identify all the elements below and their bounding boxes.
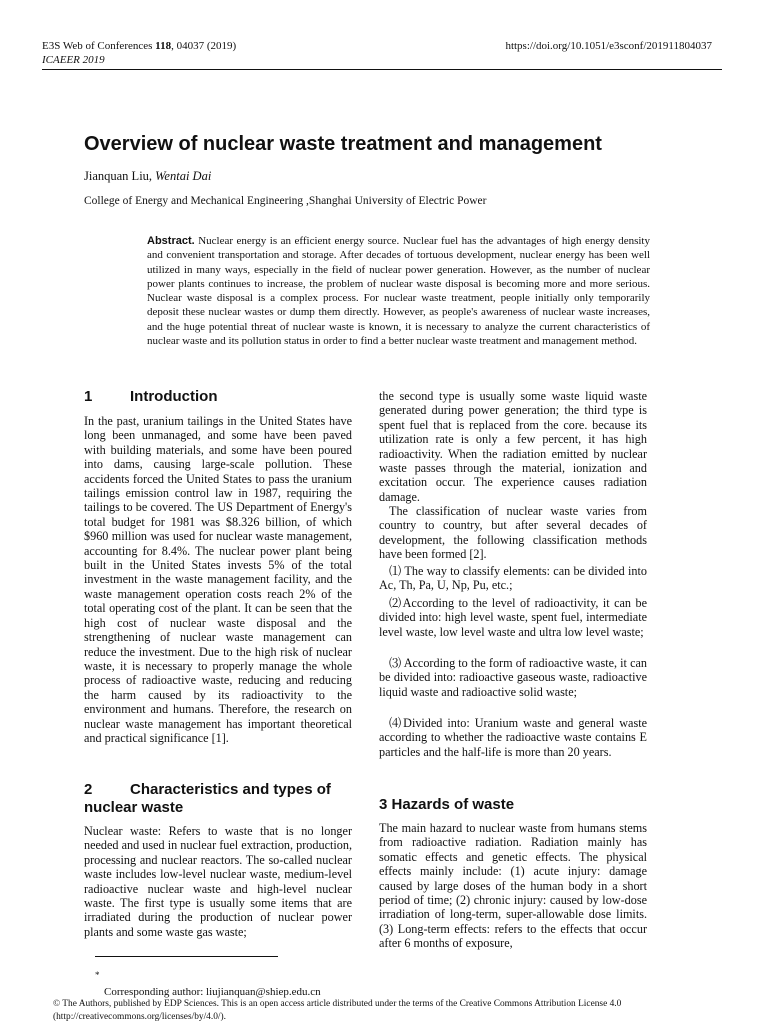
author-first: Jianquan Liu, bbox=[84, 169, 156, 183]
affiliation: College of Energy and Mechanical Engineering ,Shanghai University of Electric Power bbox=[84, 195, 487, 207]
section-1-title: Introduction bbox=[130, 388, 218, 405]
classification-item-2: ⑵According to the level of radioactivity, it can be divided into: high level waste, spent fuel, intermediate level waste, low level waste and ultra low level waste; bbox=[379, 596, 647, 639]
section-3-paragraph: The main hazard to nuclear waste from humans stems from radioactive radiation. Radiation mainly has somatic effects and genetic effects. The physical effects mainly include: (1) acute injury: damage caused by large doses of the human body in a short period of time; (2) chronic injury: caused by low-dose irradiation of long-term, super-allowable dose limits. (3) Long-term effects: refers to the effects that occur after 6 months of exposure, bbox=[379, 821, 647, 951]
journal-volume: 118 bbox=[155, 40, 172, 52]
section-2-continued: the second type is usually some waste liquid waste generated during power generation; the third type is spent fuel that is replaced from the core. because its utilization rate is only a few percent, it has high radioactivity. When the radiation emitted by nuclear waste passes through the material, ionization and excitation occur. The experience causes radiation damage. bbox=[379, 389, 647, 504]
journal-name: E3S Web of Conferences bbox=[42, 40, 156, 52]
abstract-text: Nuclear energy is an efficient energy source. Nuclear fuel has the advantages of high energy density and convenient transportation and storage. After decades of tortuous development, nuclear energy has been well utilized in many ways, especially in the field of nuclear power generation. However, as the number of nuclear power plants continues to increase, the problem of nuclear waste disposal is becoming more and more serious. Nuclear waste disposal is a complex process. For nuclear waste treatment, people initially only temporarily deposit these nuclear wastes or dump them directly. However, as people's awareness of nuclear waste increases, and the huge potential threat of nuclear waste is known, it is necessary to analyze the current characteristics of nuclear waste and its pollution status in order to find a better nuclear waste treatment and management method. bbox=[147, 235, 650, 348]
conference-name: ICAEER 2019 bbox=[42, 54, 105, 66]
section-3-heading: 3 Hazards of waste bbox=[379, 796, 515, 813]
author-second: Wentai Dai bbox=[155, 169, 212, 183]
footnote-divider bbox=[95, 956, 278, 957]
section-2-title: Characteristics and types of nuclear waste bbox=[84, 781, 331, 816]
running-header-citation bbox=[42, 39, 236, 67]
section-2-heading bbox=[84, 781, 352, 817]
author-list bbox=[84, 168, 211, 184]
paper-title: Overview of nuclear waste treatment and management bbox=[84, 133, 602, 155]
abstract-label: Abstract. bbox=[147, 235, 195, 247]
section-2-paragraph: Nuclear waste: Refers to waste that is no longer needed and used in nuclear fuel extraction, production, processing and nuclear reactors. The so-called nuclear waste includes low-level nuclear waste, medium-level radioactive nuclear waste and high-level nuclear waste. The first type is usually some items that are irradiated during the production of nuclear power plants and some waste gas waste; bbox=[84, 824, 352, 939]
section-1-paragraph: In the past, uranium tailings in the United States have long been unmanaged, and some have been paved with building materials, and some have been poured into dams, causing large-scale pollution. These accidents forced the United States to pass the uranium tailings emission control law in 1987, requiring the tailings to be covered. The US Department of Energy's total budget for 1981 was $8.326 billion, of which $960 million was used for nuclear waste management, accounting for 8.4%. The nuclear power plant being built in the United States invests 5% of the total investment in the waste management facility, and the waste management operation costs reach 2% of the total operating cost of the plant. It can be seen that the high cost of nuclear waste disposal and the strengthening of nuclear waste management can reduce the investment. Due to the high risk of nuclear waste, it is necessary to properly manage the whole process of radioactive waste, reducing and reducing the harm caused by its radioactivity to the environment and humans. Therefore, the research on nuclear waste management has important theoretical and practical significance [1]. bbox=[84, 414, 352, 745]
section-1-heading bbox=[84, 388, 352, 406]
classification-item-4: ⑷Divided into: Uranium waste and general waste according to whether the radioactive waste contains E particles and the half-life is more than 20 years. bbox=[379, 716, 647, 759]
corresponding-author-footnote: Corresponding author: liujianquan@shiep.edu.cn bbox=[104, 986, 321, 998]
classification-intro: The classification of nuclear waste varies from country to country, but after several decades of development, the following classification methods have been formed [2]. bbox=[379, 504, 647, 562]
license-statement: © The Authors, published by EDP Sciences. This is an open access article distributed under the terms of the Creative Commons Attribution License 4.0 (http://creativecommons.org/licenses/by/4.0/). bbox=[53, 999, 622, 1022]
header-divider bbox=[42, 69, 722, 70]
classification-item-1: ⑴ The way to classify elements: can be divided into Ac, Th, Pa, U, Np, Pu, etc.; bbox=[379, 564, 647, 593]
footnote-marker: * bbox=[95, 970, 100, 980]
section-1-number: 1 bbox=[84, 388, 93, 405]
abstract bbox=[147, 234, 650, 348]
journal-citation bbox=[42, 39, 236, 53]
article-info: , 04037 (2019) bbox=[171, 40, 237, 52]
section-2-number: 2 bbox=[84, 781, 93, 798]
doi-link[interactable]: https://doi.org/10.1051/e3sconf/201911804037 bbox=[505, 40, 712, 52]
classification-item-3: ⑶ According to the form of radioactive waste, it can be divided into: radioactive gaseous waste, radioactive liquid waste and radioactive solid waste; bbox=[379, 656, 647, 699]
